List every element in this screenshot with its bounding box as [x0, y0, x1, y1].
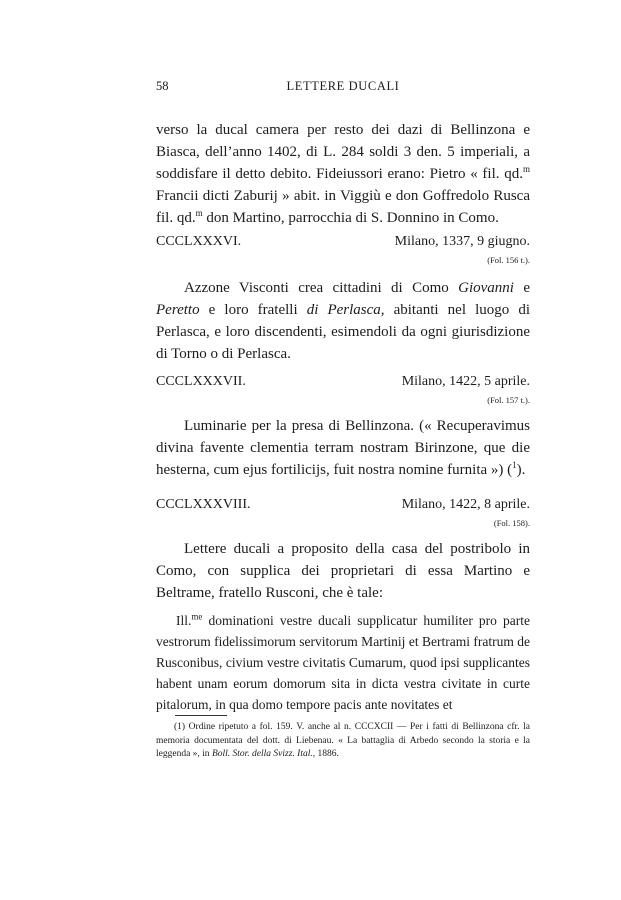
- entry-heading: [156, 234, 530, 254]
- intro-paragraph: verso la ducal camera per resto dei dazi di Bellinzona e Biasca, dell’anno 1402, di L. 284 soldi 3 den. 5 imperiali, a soddisfare il detto debito. Fideiussori erano: Pietro « fil. qd.$^m$ Francii dicti Zaburij » abit. in Viggiù e don Goffredolo Rusca fil. qd.$^m$ don Martino, parrocchia di S. Donnino in Como.: [156, 122, 530, 226]
- quoted-supplication: [156, 610, 530, 715]
- entry-text: Luminarie per la presa di Bellinzona. (« Recuperavimus divina favente clementia terram nostram Birinzone, que die hesterna, cum ejus fortilicijs, fuit nostra nomine furnita ») ($^1$).: [156, 418, 530, 478]
- running-title: LETTERE DUCALI: [286, 79, 400, 93]
- entry-date: Milano, 1422, 8 aprile.: [401, 497, 530, 512]
- entry-date: Milano, 1337, 9 giugno.: [394, 234, 530, 249]
- entry-number: CCCLXXXVIII.: [156, 497, 251, 512]
- entry-386: [156, 234, 530, 365]
- entry-387: [156, 374, 530, 481]
- quote-text: Ill.$^{me}$ dominationi vestre ducali supplicatur humiliter pro parte vestrorum fidelissimorum servitorum Martinij et Bertrami fratrum de Rusconibus, civium vestre civitatis Cumarum, quod ipsi supplicantes habent unam eorum domorum sita in dicta vestra civitate in curte pitalorum, in qua domo tempore pacis ante novitates et: [156, 611, 530, 712]
- entry-388: [156, 497, 530, 604]
- running-header: [156, 79, 530, 97]
- entry-text: Lettere ducali a proposito della casa del postribolo in Como, con supplica dei proprietari di essa Martino e Beltrame, fratello Rusconi, che è tale:: [156, 541, 530, 601]
- folio-reference: (Fol. 158).: [493, 518, 530, 528]
- entry-number: CCCLXXXVII.: [156, 374, 246, 389]
- entry-number: CCCLXXXVI.: [156, 234, 242, 249]
- footnote-divider: [175, 715, 227, 716]
- folio-reference: (Fol. 157 t.).: [487, 395, 530, 405]
- entry-heading: [156, 497, 530, 517]
- intro-paragraph-block: [156, 119, 530, 229]
- entry-date: Milano, 1422, 5 aprile.: [401, 374, 530, 389]
- footnote: (1) Ordine ripetuto a fol. 159. V. anche al n. CCCXCII — Per i fatti di Bellinzona cfr. la memoria documentata del dott. di Liebenau. « La battaglia di Arbedo secondo la storia e la leggenda », in Boll. Stor. della Svizz. Ital., 1886.: [156, 722, 530, 759]
- page-number: 58: [156, 79, 169, 93]
- folio-reference: (Fol. 156 t.).: [487, 255, 530, 265]
- entry-heading: [156, 374, 530, 394]
- entry-text: Azzone Visconti crea cittadini di Como Giovanni e Peretto e loro fratelli di Perlasca, abitanti nel luogo di Perlasca, e loro discendenti, esimendoli da ogni giurisdizione di Torno o di Perlasca.: [156, 280, 530, 362]
